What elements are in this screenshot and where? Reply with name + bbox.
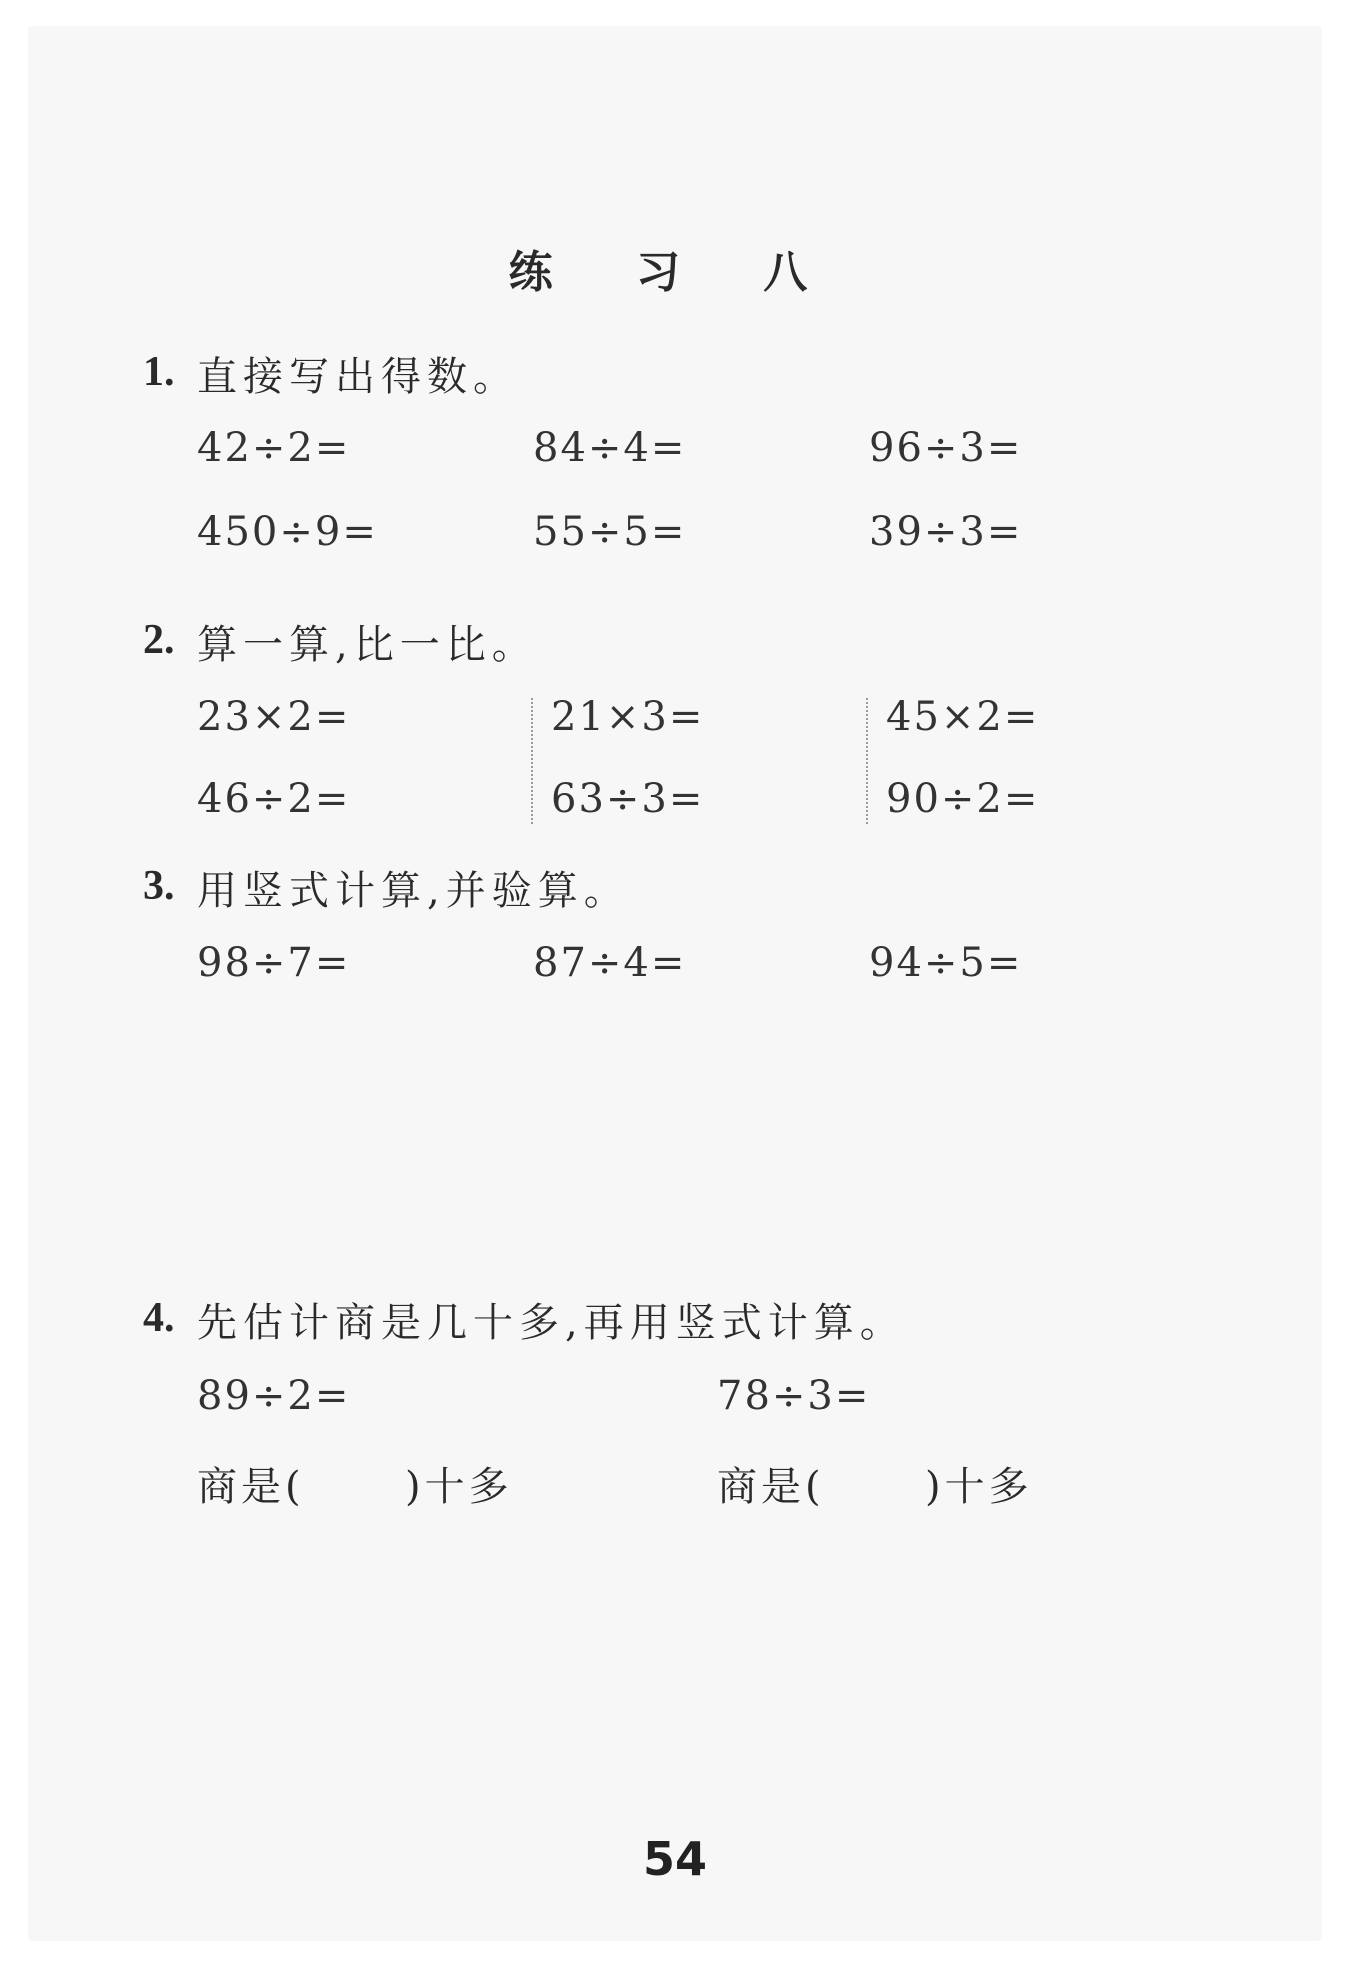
page-number: 54: [642, 1832, 707, 1886]
question-3-number: 3.: [143, 863, 175, 909]
question-2-number: 2.: [143, 617, 175, 663]
q2-expr-1: 23×2=: [197, 694, 351, 740]
q1-expr-5: 55÷5=: [533, 509, 687, 555]
q4-expr-1: 89÷2=: [197, 1373, 351, 1419]
q2-expr-3: 45×2=: [886, 694, 1040, 740]
q1-expr-6: 39÷3=: [869, 509, 1023, 555]
q3-expr-2: 87÷4=: [533, 940, 687, 986]
question-2-text: 算一算,比一比。: [197, 622, 538, 668]
q2-expr-5: 63÷3=: [551, 776, 705, 822]
q4-answer-suffix-1: )十多: [405, 1464, 513, 1510]
q4-expr-2: 78÷3=: [717, 1373, 871, 1419]
q4-answer-suffix-2: )十多: [925, 1464, 1033, 1510]
question-3-text: 用竖式计算,并验算。: [197, 868, 630, 914]
q2-expr-4: 46÷2=: [197, 776, 351, 822]
q4-answer-prefix-1: 商是(: [197, 1464, 305, 1510]
q1-expr-1: 42÷2=: [197, 425, 351, 471]
q2-expr-2: 21×3=: [551, 694, 705, 740]
dotted-divider-2: [866, 698, 868, 824]
question-1-number: 1.: [143, 349, 175, 395]
q4-answer-prefix-2: 商是(: [717, 1464, 825, 1510]
page-title: 练 习 八: [508, 247, 842, 298]
question-4-number: 4.: [143, 1295, 175, 1341]
question-4-text: 先估计商是几十多,再用竖式计算。: [197, 1300, 906, 1346]
dotted-divider-1: [531, 698, 533, 824]
q1-expr-4: 450÷9=: [197, 509, 378, 555]
q3-expr-1: 98÷7=: [197, 940, 351, 986]
q3-expr-3: 94÷5=: [869, 940, 1023, 986]
q2-expr-6: 90÷2=: [886, 776, 1040, 822]
q1-expr-3: 96÷3=: [869, 425, 1023, 471]
question-1-text: 直接写出得数。: [197, 354, 519, 400]
q1-expr-2: 84÷4=: [533, 425, 687, 471]
